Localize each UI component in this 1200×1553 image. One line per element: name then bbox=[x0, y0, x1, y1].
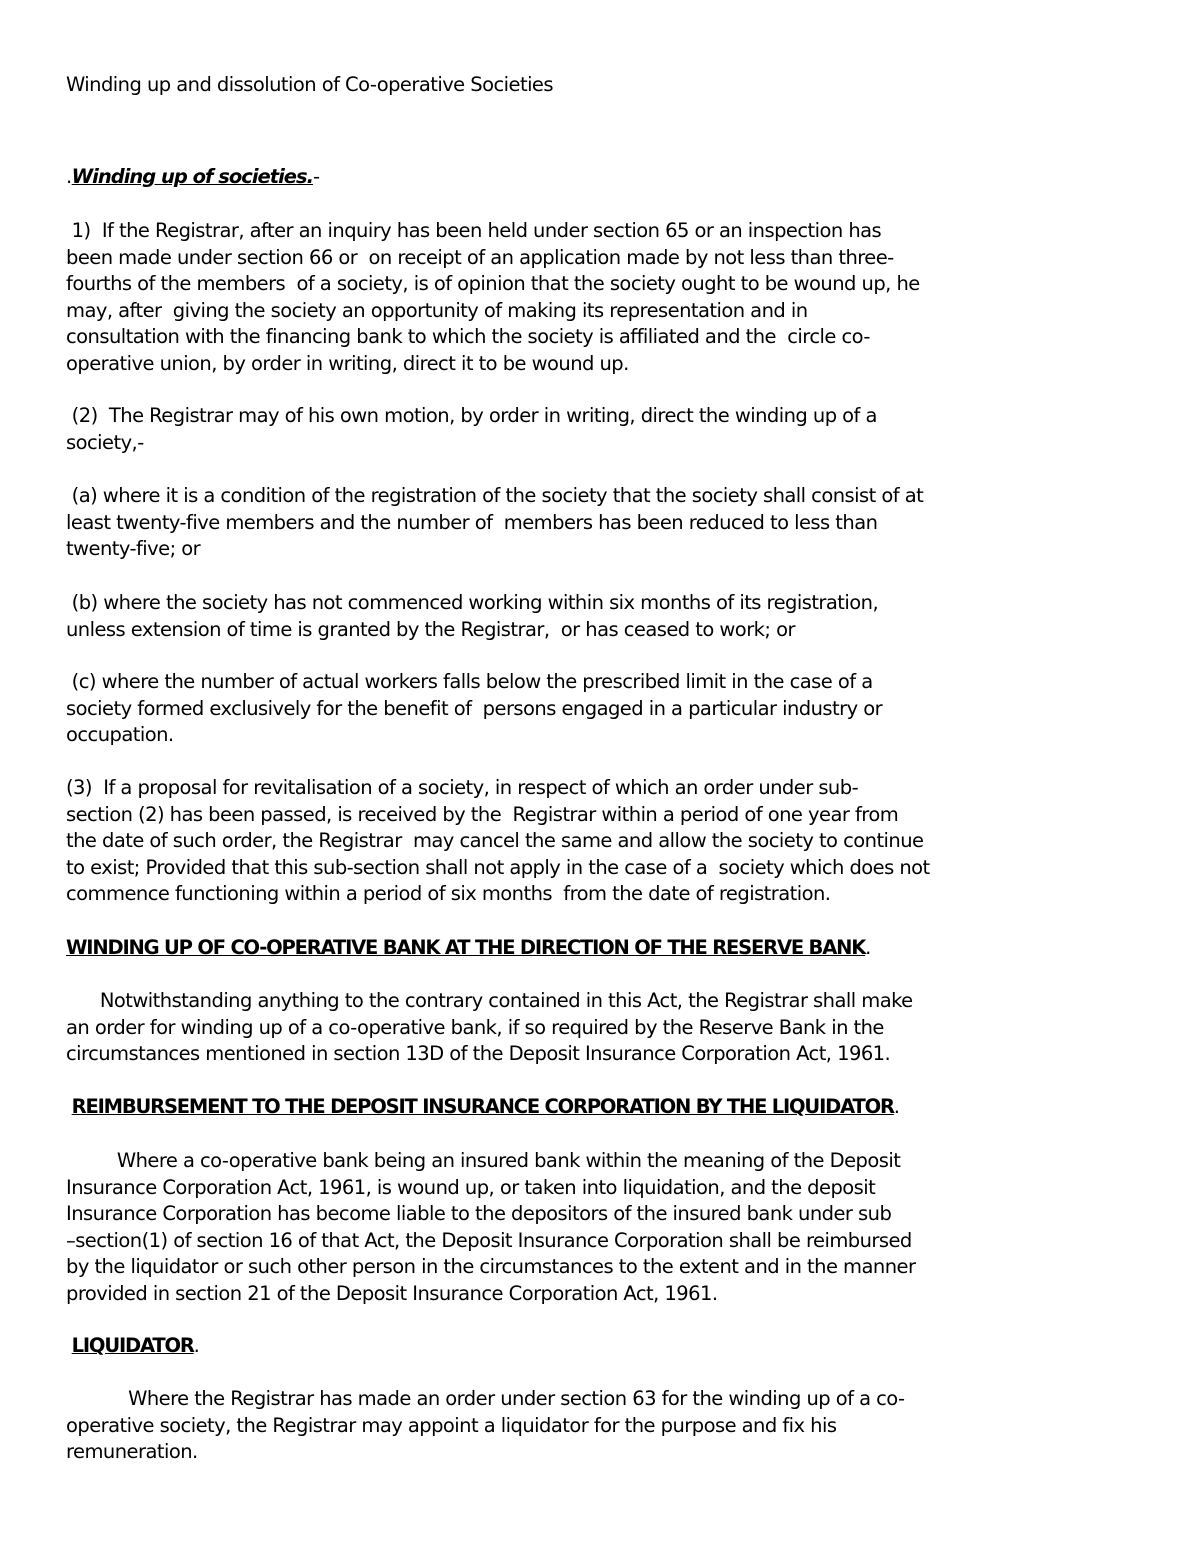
section-heading-reimbursement bbox=[66, 1094, 1056, 1121]
paragraph-line: twenty-five; or bbox=[66, 537, 201, 560]
heading-suffix: - bbox=[313, 165, 320, 188]
paragraph-1 bbox=[66, 218, 1056, 377]
paragraph-line: the date of such order, the Registrar may cancel the same and allow the society to continue bbox=[66, 829, 924, 852]
paragraph-line: an order for winding up of a co-operative bank, if so required by the Reserve Bank in the bbox=[66, 1015, 884, 1039]
paragraph-line: section (2) has been passed, is received by the Registrar within a period of one year from bbox=[66, 802, 899, 826]
paragraph-line: 1) If the Registrar, after an inquiry has been held under section 65 or an inspection has bbox=[66, 219, 882, 242]
section-heading-bank-winding-up bbox=[66, 935, 1056, 962]
paragraph-line: been made under section 66 or on receipt of an application made by not less than three- bbox=[66, 245, 894, 269]
heading-suffix: . bbox=[865, 936, 871, 959]
paragraph-2b bbox=[66, 590, 1056, 643]
paragraph-line: least twenty-five members and the number of members has been reduced to less than bbox=[66, 510, 878, 534]
paragraph-line: (a) where it is a condition of the registration of the society that the society shall consist of at bbox=[66, 484, 924, 507]
paragraph-line: (2) The Registrar may of his own motion, by order in writing, direct the winding up of a bbox=[66, 404, 877, 427]
paragraph-2 bbox=[66, 403, 1056, 456]
paragraph-line: provided in section 21 of the Deposit Insurance Corporation Act, 1961. bbox=[66, 1281, 718, 1305]
paragraph-line: Where a co-operative bank being an insured bank within the meaning of the Deposit bbox=[66, 1149, 901, 1172]
paragraph-line: to exist; Provided that this sub-section shall not apply in the case of a society which does not bbox=[66, 855, 930, 879]
heading-reimbursement: REIMBURSEMENT TO THE DEPOSIT INSURANCE CORPORATION BY THE LIQUIDATOR bbox=[71, 1095, 894, 1118]
paragraph-line: operative union, by order in writing, direct it to be wound up. bbox=[66, 351, 629, 375]
paragraph-line: Insurance Corporation has become liable to the depositors of the insured bank under sub bbox=[66, 1202, 892, 1225]
paragraph-bank bbox=[66, 988, 1056, 1068]
section-heading-liquidator bbox=[66, 1333, 1056, 1360]
paragraph-line: society,- bbox=[66, 430, 144, 454]
paragraph-line: Notwithstanding anything to the contrary contained in this Act, the Registrar shall make bbox=[66, 989, 913, 1012]
paragraph-line: commence functioning within a period of six months from the date of registration. bbox=[66, 882, 831, 905]
heading-liquidator: LIQUIDATOR bbox=[71, 1334, 194, 1357]
paragraph-line: (3) If a proposal for revitalisation of a society, in respect of which an order under sub- bbox=[66, 776, 859, 799]
document-title bbox=[66, 72, 1056, 99]
paragraph-line: Where the Registrar has made an order under section 63 for the winding up of a co- bbox=[66, 1387, 905, 1410]
paragraph-line: occupation. bbox=[66, 723, 174, 746]
paragraph-line: unless extension of time is granted by the Registrar, or has ceased to work; or bbox=[66, 617, 795, 641]
paragraph-3 bbox=[66, 775, 1056, 908]
paragraph-line: by the liquidator or such other person in the circumstances to the extent and in the manner bbox=[66, 1255, 916, 1278]
section-heading-winding-up bbox=[66, 164, 1056, 191]
paragraph-reimbursement bbox=[66, 1148, 1056, 1307]
paragraph-line: remuneration. bbox=[66, 1440, 198, 1463]
heading-suffix: . bbox=[193, 1334, 200, 1357]
heading-suffix: . bbox=[893, 1095, 900, 1118]
paragraph-line: circumstances mentioned in section 13D of the Deposit Insurance Corporation Act, 1961. bbox=[66, 1042, 891, 1065]
paragraph-2c bbox=[66, 669, 1056, 749]
heading-reserve-bank-direction: WINDING UP OF CO-OPERATIVE BANK AT THE DIRECTION OF THE RESERVE BANK bbox=[66, 936, 866, 959]
paragraph-line: operative society, the Registrar may appoint a liquidator for the purpose and fix his bbox=[66, 1413, 837, 1437]
paragraph-line: society formed exclusively for the benefit of persons engaged in a particular industry or bbox=[66, 696, 883, 720]
paragraph-line: consultation with the financing bank to which the society is affiliated and the circle co- bbox=[66, 325, 870, 348]
paragraph-2a bbox=[66, 483, 1056, 563]
heading-prefix: . bbox=[66, 165, 72, 188]
document-title-text: Winding up and dissolution of Co-operative Societies bbox=[66, 73, 553, 96]
paragraph-line: may, after giving the society an opportunity of making its representation and in bbox=[66, 298, 808, 322]
paragraph-line: fourths of the members of a society, is of opinion that the society ought to be wound up, he bbox=[66, 272, 920, 295]
paragraph-line: Insurance Corporation Act, 1961, is wound up, or taken into liquidation, and the deposit bbox=[66, 1175, 876, 1199]
paragraph-line: (c) where the number of actual workers falls below the prescribed limit in the case of a bbox=[66, 670, 873, 693]
paragraph-line: –section(1) of section 16 of that Act, the Deposit Insurance Corporation shall be reimbursed bbox=[66, 1228, 912, 1252]
paragraph-line: (b) where the society has not commenced working within six months of its registration, bbox=[66, 591, 879, 614]
heading-winding-up-of-societies: Winding up of societies. bbox=[71, 165, 314, 188]
paragraph-liquidator bbox=[66, 1386, 1056, 1466]
